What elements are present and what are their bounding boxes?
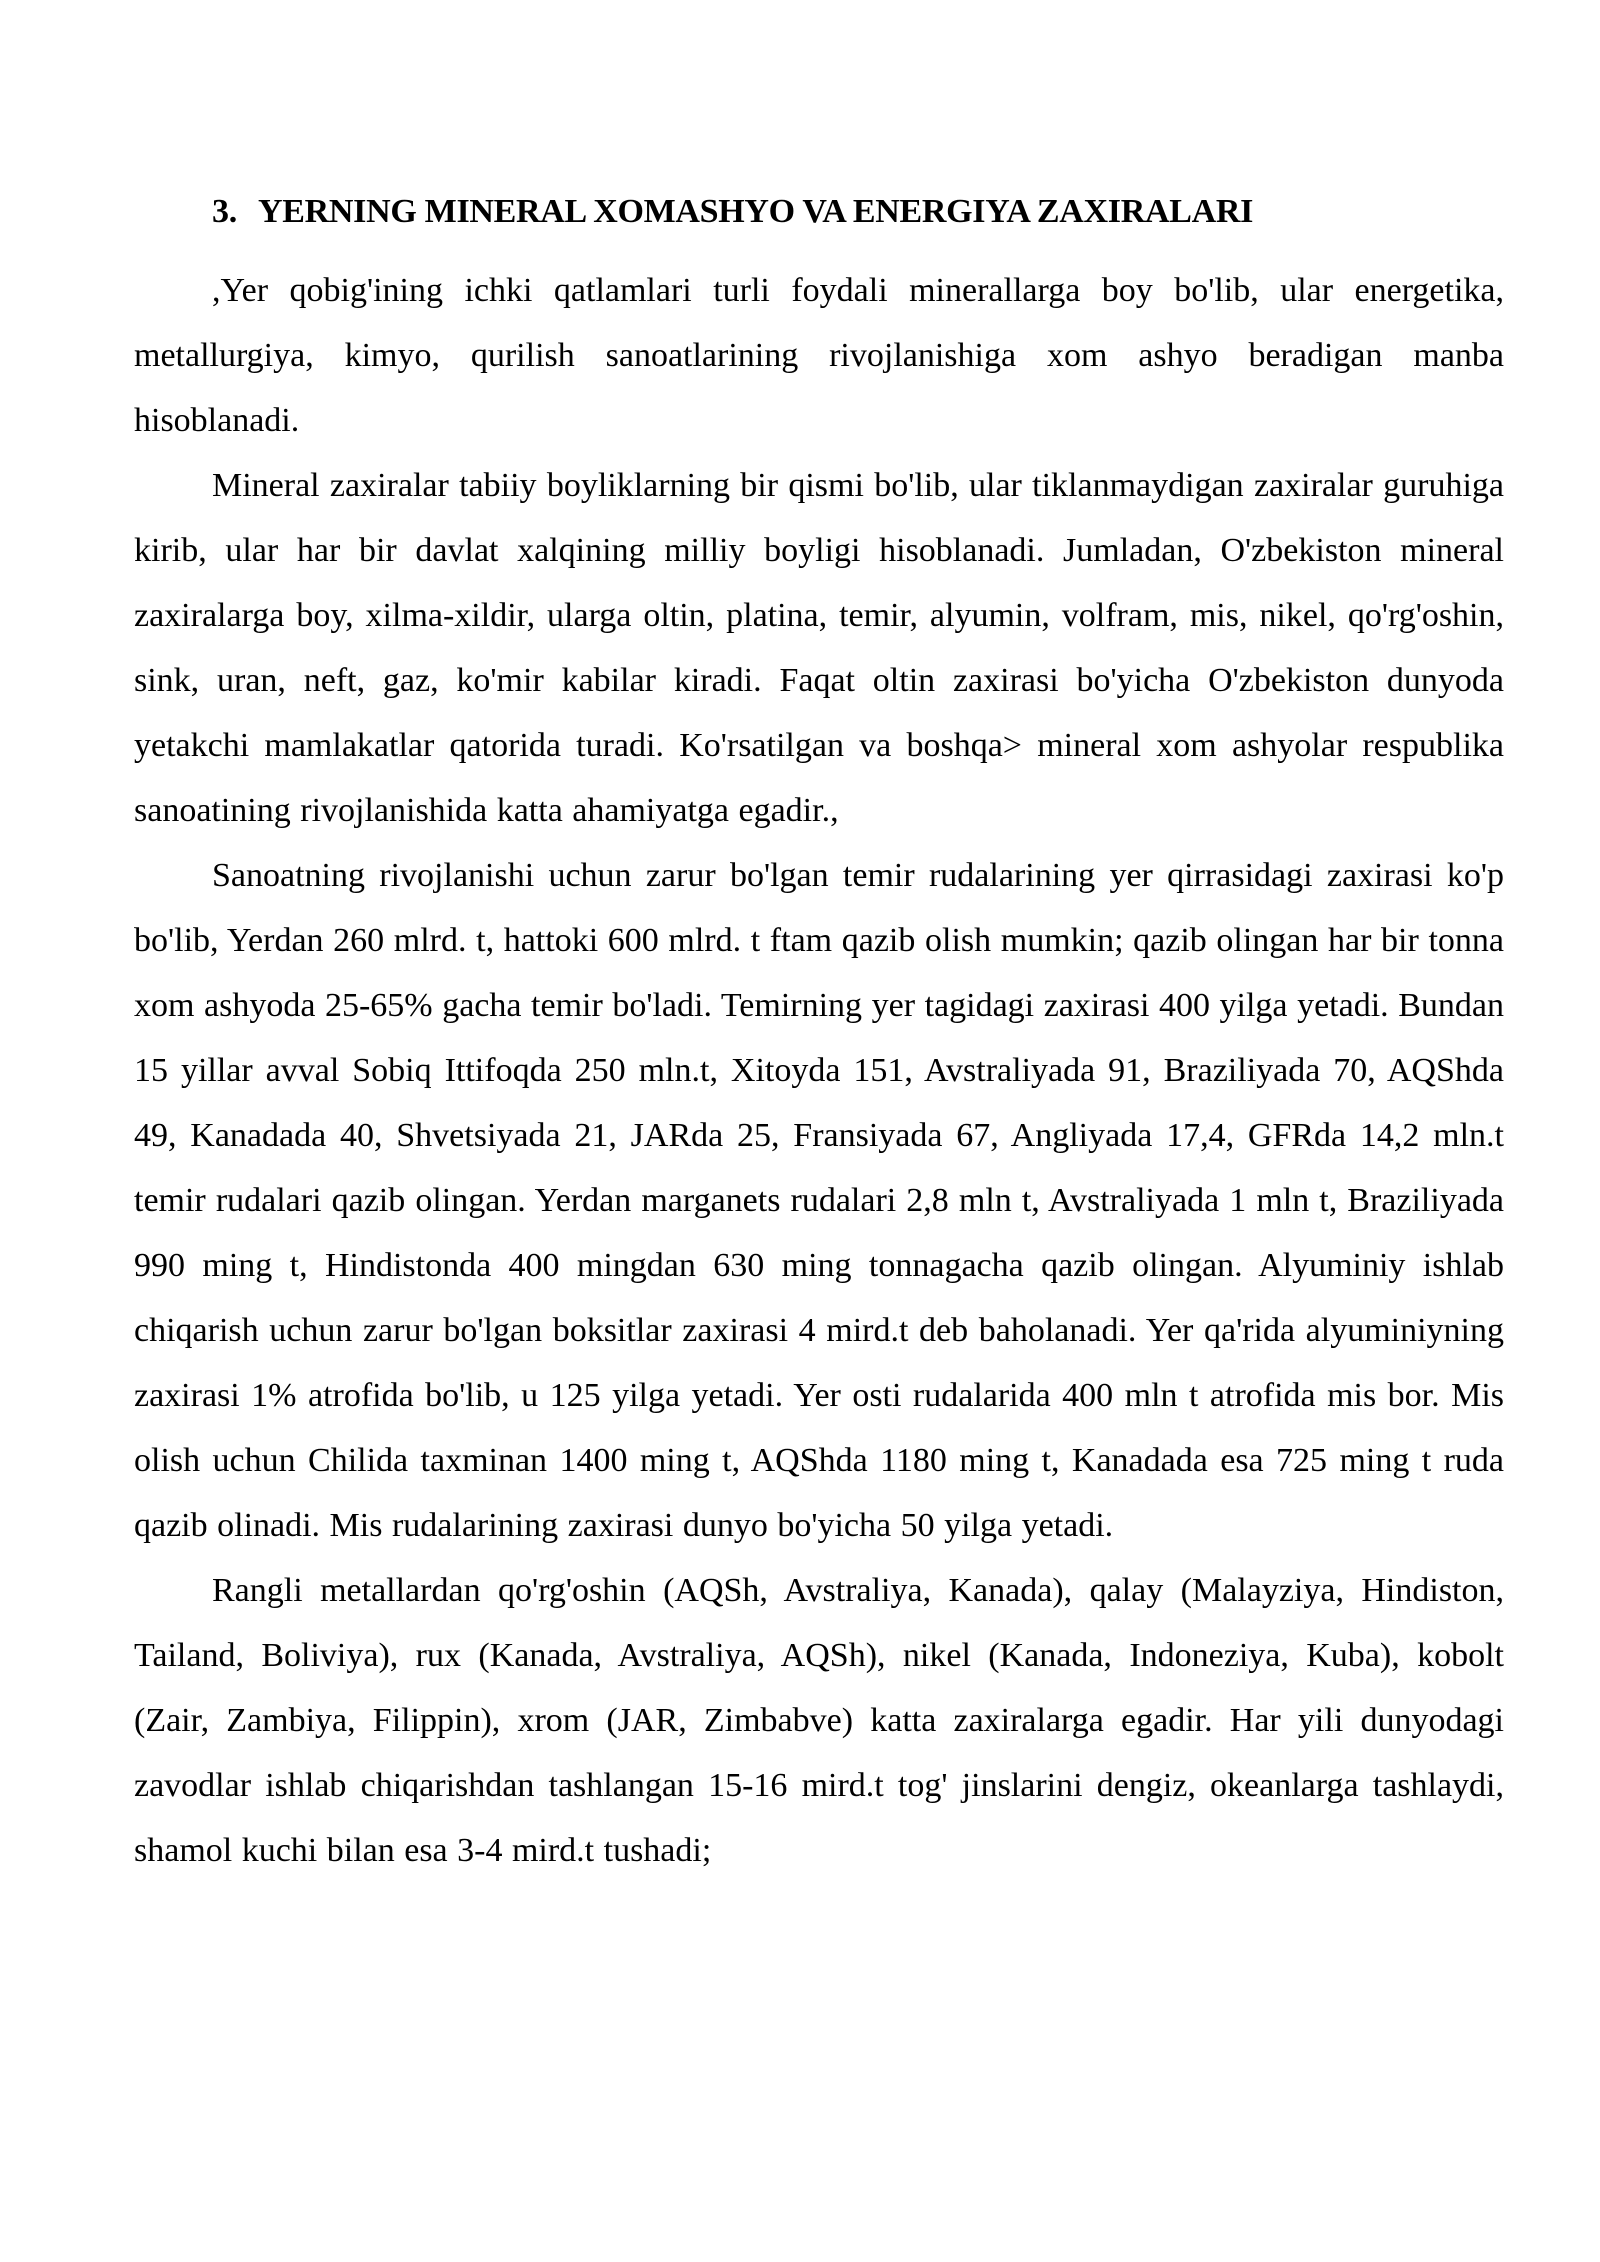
paragraph-intro: ,Yer qobig'ining ichki qatlamlari turli foydali minerallarga boy bo'lib, ular energetika, metallurgiya, kimyo, qurilish sanoatlarining rivojlanishiga xom ashyo beradigan manba hisoblanadi. bbox=[134, 272, 1504, 439]
paragraph-iron-ore: Sanoatning rivojlanishi uchun zarur bo'lgan temir rudalarining yer qirrasidagi zaxirasi ko'p bo'lib, Yerdan 260 mlrd. t, hattoki 600 mlrd. t ftam qazib olish mumkin; qazib olingan har bir tonna xom ashyoda 25-65% gacha temir bo'ladi. Temirning yer tagidagi zaxirasi 400 yilga yetadi. Bundan 15 yillar avval Sobiq Ittifoqda 250 mln.t, Xitoyda 151, Avstraliyada 91, Braziliyada 70, AQShda 49, Kanadada 40, Shvetsiyada 21, JARda 25, Fransiyada 67, Angliyada 17,4, GFRda 14,2 mln.t temir rudalari qazib olingan. Yerdan marganets rudalari 2,8 mln t, Avstraliyada 1 mln t, Braziliyada 990 ming t, Hindistonda 400 mingdan 630 ming tonnagacha qazib olingan. Alyuminiy ishlab chiqarish uchun zarur bo'lgan boksitlar zaxirasi 4 mird.t deb baholanadi. Yer qa'rida alyuminiyning zaxirasi 1% atrofida bo'lib, u 125 yilga yetadi. Yer osti rudalarida 400 mln t atrofida mis bor. Mis olish uchun Chilida taxminan 1400 ming t, AQShda 1180 ming t, Kanadada esa 725 ming t ruda qazib olinadi. Mis rudalarining zaxirasi dunyo bo'yicha 50 yilga yetadi. bbox=[134, 857, 1504, 1544]
section-number: 3. bbox=[212, 193, 237, 230]
section-title: YERNING MINERAL XOMASHYO VA ENERGIYA ZAXIRALARI bbox=[258, 193, 1254, 230]
paragraph-mineral-reserves: Mineral zaxiralar tabiiy boyliklarning bir qismi bo'lib, ular tiklanmaydigan zaxiralar guruhiga kirib, ular har bir davlat xalqining milliy boyligi hisoblanadi. Jumladan, O'zbekiston mineral zaxiralarga boy, xilma-xildir, ularga oltin, platina, temir, alyumin, volfram, mis, nikel, qo'rg'oshin, sink, uran, neft, gaz, ko'mir kabilar kiradi. Faqat oltin zaxirasi bo'yicha O'zbekiston dunyoda yetakchi mamlakatlar qatorida turadi. Ko'rsatilgan va boshqa> mineral xom ashyolar respublika sanoatining rivojlanishida katta ahamiyatga egadir., bbox=[134, 467, 1504, 829]
paragraph-non-ferrous-metals: Rangli metallardan qo'rg'oshin (AQSh, Avstraliya, Kanada), qalay (Malayziya, Hindiston, Tailand, Boliviya), rux (Kanada, Avstraliya, AQSh), nikel (Kanada, Indoneziya, Kuba), kobolt (Zair, Zambiya, Filippin), xrom (JAR, Zimbabve) katta zaxiralarga egadir. Har yili dunyodagi zavodlar ishlab chiqarishdan tashlangan 15-16 mird.t tog' jinslarini dengiz, okeanlarga tashlaydi, shamol kuchi bilan esa 3-4 mird.t tushadi; bbox=[134, 1572, 1504, 1869]
document-body bbox=[134, 186, 1504, 1883]
section-heading bbox=[134, 186, 1504, 238]
